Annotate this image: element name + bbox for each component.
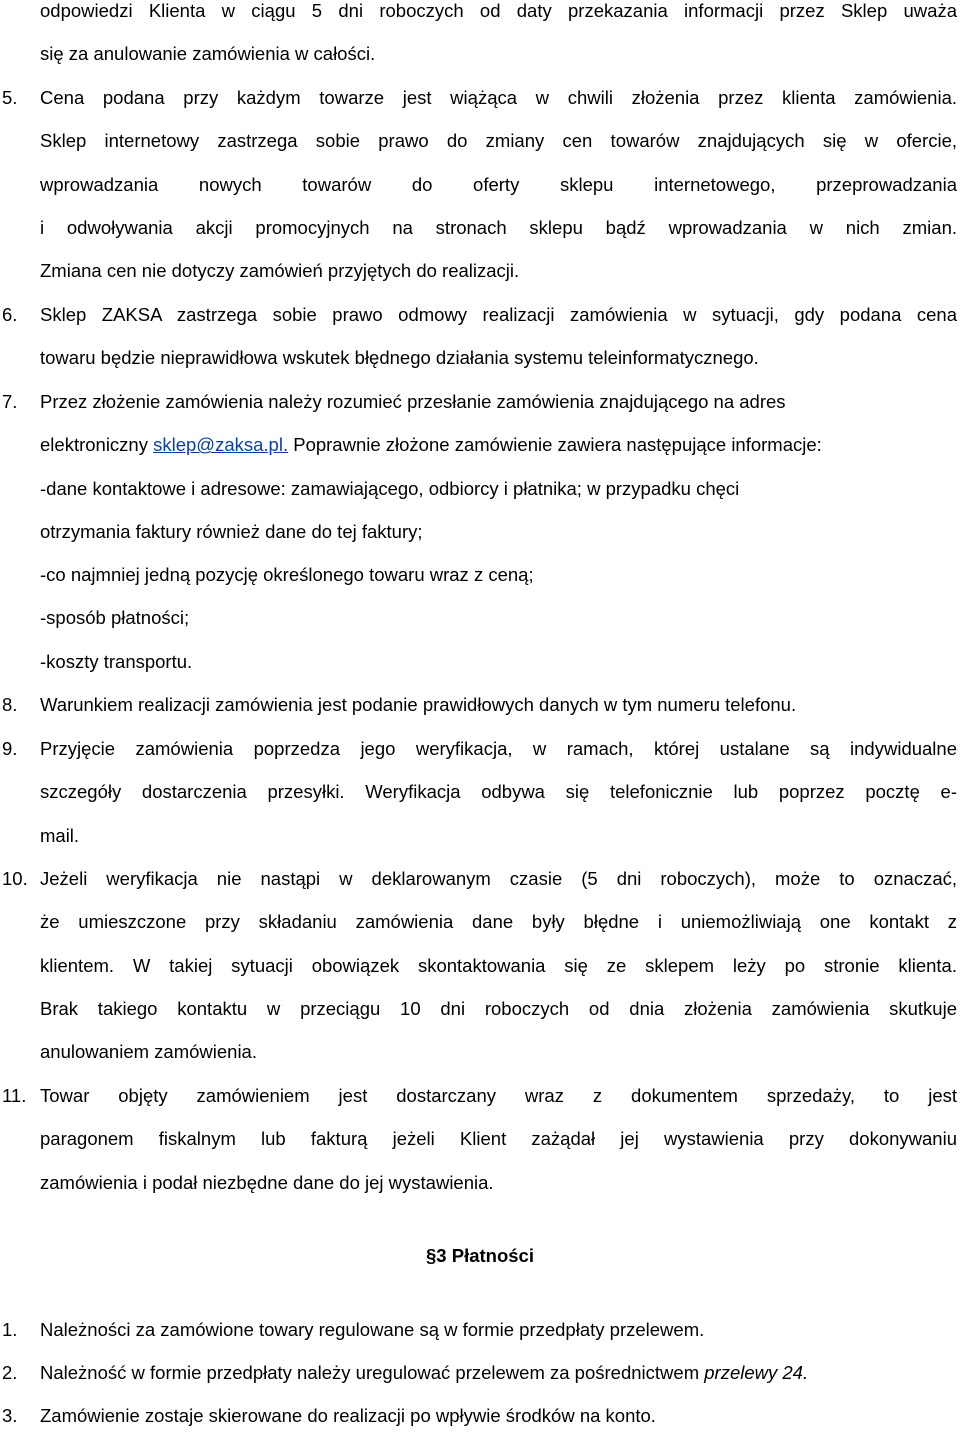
- item-10-line: Brak takiego kontaktu w przeciągu 10 dni roboczych od dnia złożenia zamówienia skutkuje: [40, 997, 957, 1019]
- item-6-line: Sklep ZAKSA zastrzega sobie prawo odmowy realizacji zamówienia w sytuacji, gdy podana cena: [40, 304, 957, 325]
- item-5-line: Sklep internetowy zastrzega sobie prawo do zmiany cen towarów znajdujących się w ofercie,: [40, 130, 957, 152]
- item-5-line: Cena podana przy każdym towarze jest wiążąca w chwili złożenia przez klienta zamówienia.: [40, 87, 957, 108]
- item-6-paragraph: [40, 293, 957, 380]
- item-7-text: Poprawnie złożone zamówienie zawiera następujące informacje:: [288, 434, 822, 456]
- payment-text: Należności za zamówione towary regulowane są w formie przedpłaty przelewem.: [40, 1319, 705, 1340]
- item-7-line: otrzymania faktury również dane do tej faktury;: [40, 520, 423, 542]
- item-7-line: -co najmniej jedną pozycję określonego towaru wraz z ceną;: [40, 564, 534, 586]
- payment-item-2: [40, 1351, 957, 1394]
- item-7-paragraph: [40, 380, 957, 683]
- item-9-line: mail.: [40, 824, 80, 846]
- item-6-line: towaru będzie nieprawidłowa wskutek błędnego działania systemu teleinformatycznego.: [40, 347, 759, 369]
- item-5-line: Zmiana cen nie dotyczy zamówień przyjętych do realizacji.: [40, 260, 520, 282]
- item-10-line: Jeżeli weryfikacja nie nastąpi w deklarowanym czasie (5 dni roboczych), może to oznaczać,: [40, 868, 957, 889]
- item-11-line: paragonem fiskalnym lub fakturą jeżeli Klient zażądał jej wystawienia przy dokonywaniu: [40, 1128, 957, 1150]
- item-number-10: 10.: [2, 868, 28, 889]
- item-5-paragraph: [40, 76, 957, 292]
- item-number-7: 7.: [2, 391, 18, 412]
- item-number-9: 9.: [2, 738, 18, 759]
- item-11-line: Towar objęty zamówieniem jest dostarczany wraz z dokumentem sprzedaży, to jest: [40, 1085, 957, 1106]
- item-10-line: że umieszczone przy składaniu zamówienia dane były błędne i uniemożliwiają one kontakt z: [40, 911, 957, 933]
- item-7-line: Przez złożenie zamówienia należy rozumieć przesłanie zamówienia znajdującego na adres: [40, 391, 786, 412]
- payment-text: Zamówienie zostaje skierowane do realizacji po wpływie środków na konto.: [40, 1405, 656, 1426]
- section-heading: §3 Płatności: [426, 1245, 534, 1266]
- item-10-line: klientem. W takiej sytuacji obowiązek skontaktowania się ze sklepem leży po stronie klienta.: [40, 954, 957, 976]
- item-8-line: Warunkiem realizacji zamówienia jest podanie prawidłowych danych w tym numeru telefonu.: [40, 694, 797, 715]
- item-7-line: [40, 423, 957, 466]
- item-number-6: 6.: [2, 304, 18, 325]
- item-7-line: -sposób płatności;: [40, 607, 190, 629]
- payment-number-1: 1.: [2, 1319, 18, 1340]
- item-11-line: zamówienia i podał niezbędne dane do jej wystawienia.: [40, 1171, 494, 1193]
- intro-line: się za anulowanie zamówienia w całości.: [40, 43, 376, 65]
- payment-number-2: 2.: [2, 1362, 18, 1383]
- item-5-line: i odwoływania akcji promocyjnych na stronach sklepu bądź wprowadzania w nich zmian.: [40, 216, 957, 238]
- intro-paragraph: [40, 0, 957, 76]
- item-number-11: 11.: [2, 1085, 27, 1106]
- item-11-paragraph: [40, 1074, 957, 1204]
- payment-text-part: Należność w formie przedpłaty należy uregulować przelewem za pośrednictwem: [40, 1362, 705, 1383]
- item-10-line: anulowaniem zamówienia.: [40, 1041, 257, 1063]
- item-7-line: -dane kontaktowe i adresowe: zamawiającego, odbiorcy i płatnika; w przypadku chęci: [40, 477, 740, 499]
- payment-number-3: 3.: [2, 1405, 18, 1426]
- item-number-5: 5.: [2, 87, 18, 108]
- item-7-text: elektroniczny: [40, 434, 154, 456]
- intro-line: odpowiedzi Klienta w ciągu 5 dni roboczych od daty przekazania informacji przez Sklep uważa: [40, 0, 957, 21]
- item-9-paragraph: [40, 727, 957, 857]
- item-5-line: wprowadzania nowych towarów do oferty sklepu internetowego, przeprowadzania: [40, 173, 957, 195]
- item-9-line: Przyjęcie zamówienia poprzedza jego weryfikacja, w ramach, której ustalane są indywidualne: [40, 738, 957, 759]
- payment-text: [40, 1351, 957, 1394]
- item-10-paragraph: [40, 857, 957, 1073]
- item-number-8: 8.: [2, 694, 18, 715]
- email-link[interactable]: sklep@zaksa.pl.: [153, 434, 289, 456]
- payment-provider: przelewy 24.: [704, 1362, 809, 1383]
- payment-item-3: [40, 1394, 957, 1437]
- payment-item-1: [40, 1308, 957, 1351]
- item-9-line: szczegóły dostarczenia przesyłki. Weryfikacja odbywa się telefonicznie lub poprzez pocztę e-: [40, 781, 957, 803]
- item-7-line: -koszty transportu.: [40, 650, 193, 672]
- item-8-paragraph: [40, 683, 957, 726]
